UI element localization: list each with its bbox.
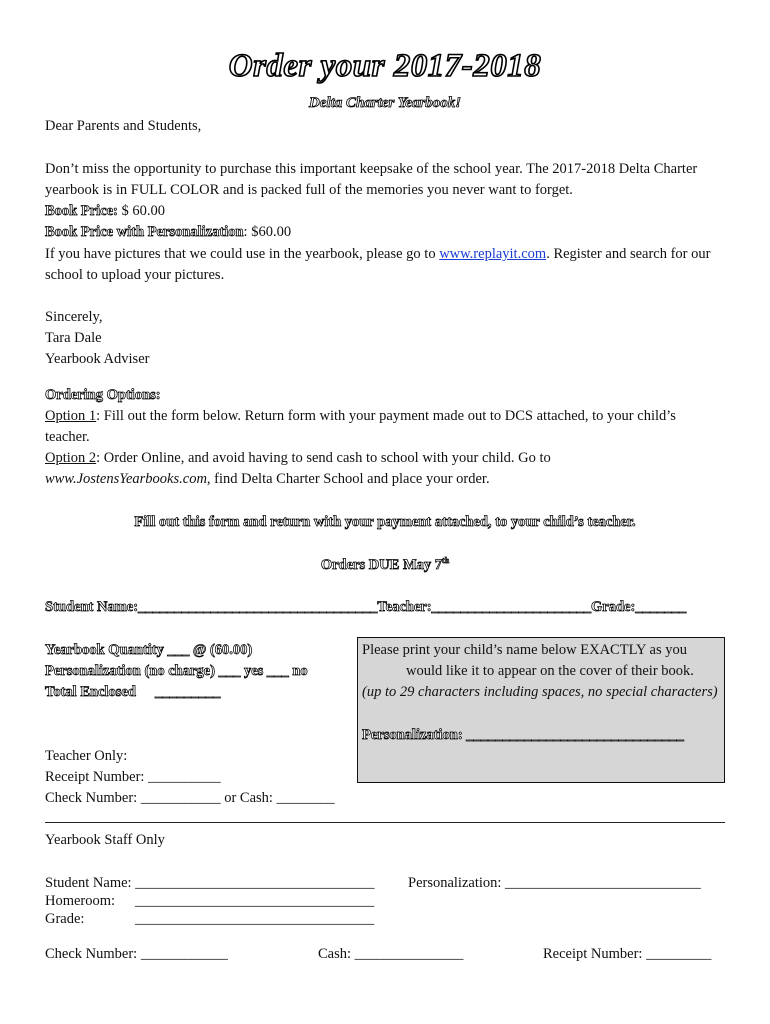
book-price-value: $ 60.00 (117, 203, 166, 219)
total-label: Total Enclosed (45, 684, 136, 700)
option-2-text: : Order Online, and avoid having to send cash to school with your child. Go to (96, 450, 551, 466)
total-field[interactable]: _________ (155, 684, 221, 700)
ordering-heading: Ordering Options: (45, 387, 161, 403)
staff-cash-field[interactable]: Cash: _______________ (318, 946, 464, 962)
box-line-3: (up to 29 characters including spaces, no special characters) (362, 684, 718, 700)
teacher-check-cash-field[interactable]: Check Number: ___________ or Cash: ________ (45, 790, 335, 806)
replayit-link[interactable]: www.replayit.com (439, 246, 547, 262)
option-1-line-2: teacher. (45, 429, 90, 445)
book-price-label: Book Price: (45, 203, 118, 219)
option-1 (45, 408, 676, 425)
divider (45, 822, 725, 823)
teacher-only-heading: Teacher Only: (45, 748, 128, 764)
option-2 (45, 450, 551, 467)
option-1-text: : Fill out the form below. Return form with your payment made out to DCS attached, to your child’s (96, 408, 676, 424)
student-name-label: Student Name: (45, 599, 139, 615)
page-subtitle: Delta Charter Yearbook! (308, 95, 462, 111)
option-1-label: Option 1 (45, 408, 97, 424)
grade-field[interactable]: _______ (635, 599, 687, 615)
staff-homeroom-label: Homeroom: (45, 893, 116, 909)
box-personalization-field[interactable]: Personalization: ______________________________ (362, 727, 684, 743)
pictures-line-2: school to upload your pictures. (45, 267, 225, 283)
staff-grade-label: Grade: (45, 911, 85, 927)
jostens-site: www.JostensYearbooks.com (45, 471, 207, 487)
due-text: Orders DUE May 7 (320, 556, 443, 573)
teacher-receipt-field[interactable]: Receipt Number: __________ (45, 769, 221, 785)
closing: Sincerely, (45, 309, 103, 325)
staff-receipt-field[interactable]: Receipt Number: _________ (543, 946, 712, 962)
pictures-post: . Register and search for our (546, 246, 711, 262)
personalization-price-value: : $60.00 (243, 224, 292, 240)
grade-label: Grade: (591, 599, 636, 615)
teacher-field[interactable]: ______________________ (431, 599, 592, 615)
greeting: Dear Parents and Students, (45, 118, 202, 134)
page-title: Order your 2017-2018 (228, 48, 542, 84)
intro-line-1: Don’t miss the opportunity to purchase this important keepsake of the school year. The 2017-2018 Delta Charter (45, 161, 698, 177)
signer-name: Tara Dale (45, 330, 102, 346)
due-sup: th (442, 556, 450, 565)
staff-personalization-field[interactable]: Personalization: ___________________________ (408, 875, 701, 891)
personalization-price (45, 224, 291, 241)
staff-grade-field[interactable]: _________________________________ (135, 911, 375, 927)
signer-title: Yearbook Adviser (45, 351, 150, 367)
option-2-label: Option 2 (45, 450, 97, 466)
due-date (0, 556, 770, 574)
student-name-field[interactable]: _________________________________ (138, 599, 378, 615)
pictures-pre: If you have pictures that we could use in the yearbook, please go to (45, 246, 440, 262)
box-line-1: Please print your child’s name below EXACTLY as you (362, 642, 688, 658)
personalization-choice[interactable]: Personalization (no charge) ___ yes ___ no (45, 663, 308, 679)
staff-student-name-field[interactable]: Student Name: _________________________________ (45, 875, 375, 891)
book-price (45, 203, 165, 220)
quantity-line[interactable]: Yearbook Quantity ___ @ (60.00) (45, 642, 253, 658)
staff-only-heading: Yearbook Staff Only (45, 832, 165, 848)
staff-check-field[interactable]: Check Number: ____________ (45, 946, 228, 962)
option-2-line-2 (45, 471, 490, 488)
student-info-row (45, 599, 686, 616)
intro-line-2: yearbook is in FULL COLOR and is packed full of the memories you never want to forget. (45, 182, 573, 198)
staff-homeroom-field[interactable]: _________________________________ (135, 893, 375, 909)
box-line-2: would like it to appear on the cover of their book. (406, 663, 694, 679)
teacher-label: Teacher: (377, 599, 432, 615)
option-2-rest: , find Delta Charter School and place your order. (206, 471, 490, 487)
personalization-price-label: Book Price with Personalization (45, 224, 244, 240)
form-instruction: Fill out this form and return with your payment attached, to your child’s teacher. (134, 514, 636, 530)
pictures-line (45, 246, 710, 263)
